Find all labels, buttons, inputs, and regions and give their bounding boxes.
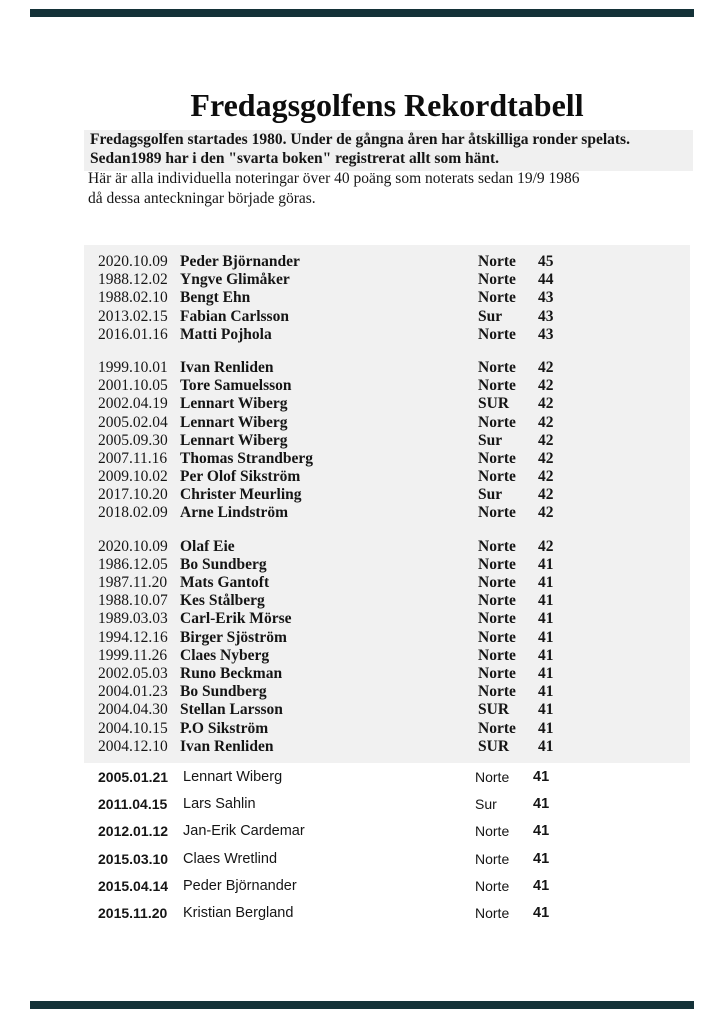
intro-line: Här är alla individuella noteringar över 40 poäng som noterats sedan 19/9 1986	[88, 170, 580, 187]
records-panel	[84, 245, 690, 763]
record-course: Norte	[478, 574, 516, 591]
record-row	[84, 873, 690, 900]
record-course: Norte	[475, 904, 510, 921]
record-row	[84, 738, 690, 756]
record-date: 1988.02.10	[98, 289, 168, 307]
record-course: Norte	[478, 253, 516, 270]
record-row	[84, 253, 690, 271]
record-row	[84, 665, 690, 683]
record-course: Norte	[478, 289, 516, 307]
record-name: Lars Sahlin	[183, 796, 256, 813]
intro-highlighted-block	[84, 130, 693, 171]
record-score: 41	[538, 592, 554, 610]
record-row	[84, 556, 690, 574]
record-name: Bengt Ehn	[180, 289, 251, 307]
record-row	[84, 450, 690, 468]
record-score: 42	[538, 358, 554, 376]
page-title: Fredagsgolfens Rekordtabell	[190, 87, 584, 123]
record-row	[84, 326, 690, 344]
record-score: 42	[538, 431, 554, 449]
record-date: 1987.11.20	[98, 574, 168, 591]
intro-line: Sedan1989 har i den "svarta boken" registrerat allt som hänt.	[90, 149, 500, 167]
record-score: 41	[538, 628, 554, 646]
record-date: 2012.01.12	[98, 823, 169, 840]
record-course: Norte	[478, 413, 516, 431]
record-name: Jan-Erik Cardemar	[183, 823, 305, 840]
record-course: Norte	[475, 823, 510, 840]
record-name: Peder Björnander	[183, 877, 297, 894]
record-course: Norte	[478, 377, 516, 395]
record-score: 42	[538, 537, 554, 555]
record-name: Ivan Renliden	[180, 737, 274, 755]
record-row	[84, 683, 690, 701]
record-name: Runo Beckman	[180, 664, 283, 682]
record-name: Carl-Erik Mörse	[180, 610, 292, 628]
record-score: 41	[533, 904, 550, 921]
record-date: 2018.02.09	[98, 504, 168, 522]
record-course: Sur	[475, 796, 497, 813]
record-course: Norte	[478, 664, 516, 682]
record-date: 2004.10.15	[98, 719, 168, 737]
record-row	[84, 610, 690, 628]
record-course: Sur	[478, 431, 503, 449]
record-row	[84, 791, 690, 818]
record-score: 43	[538, 289, 554, 307]
record-score: 41	[538, 574, 554, 591]
record-course: Norte	[475, 877, 510, 894]
record-row	[84, 629, 690, 647]
record-score: 41	[538, 683, 554, 701]
record-course: Norte	[478, 504, 516, 522]
record-date: 1986.12.05	[98, 555, 168, 573]
record-row	[84, 359, 690, 377]
record-name: Fabian Carlsson	[180, 307, 289, 325]
record-row	[84, 468, 690, 486]
record-name: Birger Sjöström	[180, 628, 287, 646]
record-date: 2015.11.20	[98, 904, 168, 921]
record-score: 42	[538, 449, 554, 467]
record-score: 41	[538, 701, 554, 719]
record-score: 41	[533, 850, 550, 867]
record-row	[84, 308, 690, 326]
record-score: 41	[538, 664, 554, 682]
record-score: 41	[538, 737, 554, 755]
record-date: 2009.10.02	[98, 468, 168, 486]
record-date: 2005.09.30	[98, 431, 168, 449]
record-date: 2005.02.04	[98, 413, 168, 431]
record-date: 2004.12.10	[98, 737, 168, 755]
record-score: 41	[538, 646, 554, 664]
record-name: Matti Pojhola	[180, 325, 272, 343]
record-row	[84, 414, 690, 432]
record-score: 41	[538, 610, 554, 628]
record-course: Norte	[478, 325, 516, 343]
record-score: 43	[538, 325, 554, 343]
record-course: Norte	[475, 850, 510, 867]
record-row	[84, 701, 690, 719]
record-course: Norte	[478, 449, 516, 467]
record-row	[84, 764, 690, 791]
record-score: 41	[533, 769, 550, 785]
record-row	[84, 592, 690, 610]
record-date: 2001.10.05	[98, 377, 168, 395]
record-name: Christer Meurling	[180, 486, 302, 504]
record-date: 2004.01.23	[98, 683, 168, 701]
record-date: 2002.05.03	[98, 664, 168, 682]
record-score: 41	[533, 877, 550, 894]
record-name: Lennart Wiberg	[180, 431, 288, 449]
record-score: 42	[538, 504, 554, 522]
record-name: Bo Sundberg	[180, 555, 267, 573]
record-name: Tore Samuelsson	[180, 377, 292, 395]
intro-line: Fredagsgolfen startades 1980. Under de gångna åren har åtskilliga ronder spelats.	[90, 131, 630, 148]
record-score: 42	[538, 395, 554, 413]
record-course: SUR	[478, 737, 510, 755]
record-name: Lennart Wiberg	[180, 395, 288, 413]
record-course: Norte	[478, 358, 516, 376]
record-course: Norte	[478, 555, 516, 573]
record-date: 2011.04.15	[98, 796, 168, 813]
record-row	[84, 818, 690, 845]
record-name: Thomas Strandberg	[180, 449, 314, 467]
record-course: Norte	[478, 271, 516, 289]
record-score: 44	[538, 271, 554, 289]
record-name: Claes Wretlind	[183, 850, 278, 867]
record-score: 43	[538, 307, 554, 325]
record-score: 41	[538, 719, 554, 737]
record-score: 42	[538, 377, 554, 395]
record-name: Per Olof Sikström	[180, 468, 301, 486]
record-course: Norte	[475, 769, 510, 785]
record-date: 2007.11.16	[98, 449, 168, 467]
record-date: 2020.10.09	[98, 537, 168, 555]
record-course: Sur	[478, 486, 503, 504]
record-group	[84, 538, 690, 756]
record-row	[84, 846, 690, 873]
record-row	[84, 432, 690, 450]
record-course: SUR	[478, 701, 510, 719]
record-row	[84, 271, 690, 289]
record-date: 1989.03.03	[98, 610, 168, 628]
record-course: Norte	[478, 683, 516, 701]
intro-line: då dessa anteckningar började göras.	[88, 190, 316, 207]
record-row	[84, 486, 690, 504]
record-score: 41	[533, 796, 550, 813]
record-name: P.O Sikström	[180, 719, 269, 737]
record-name: Bo Sundberg	[180, 683, 267, 701]
record-date: 2005.01.21	[98, 769, 169, 785]
record-course: Norte	[478, 610, 516, 628]
record-score: 45	[538, 253, 554, 270]
record-row	[84, 900, 690, 927]
record-name: Yngve Glimåker	[180, 271, 290, 289]
record-course: Norte	[478, 592, 516, 610]
record-score: 41	[533, 823, 550, 840]
record-row	[84, 538, 690, 556]
record-name: Arne Lindström	[180, 504, 289, 522]
record-course: Norte	[478, 468, 516, 486]
record-score: 42	[538, 486, 554, 504]
record-name: Lennart Wiberg	[180, 413, 288, 431]
record-score: 41	[538, 555, 554, 573]
record-name: Mats Gantoft	[180, 574, 270, 591]
record-date: 1994.12.16	[98, 628, 168, 646]
record-date: 2015.03.10	[98, 850, 169, 867]
record-date: 2002.04.19	[98, 395, 168, 413]
record-course: Norte	[478, 646, 516, 664]
record-name: Peder Björnander	[180, 253, 300, 270]
record-name: Ivan Renliden	[180, 358, 274, 376]
record-course: SUR	[478, 395, 510, 413]
record-course: Norte	[478, 537, 516, 555]
record-group	[84, 253, 690, 344]
record-date: 2020.10.09	[98, 253, 168, 270]
record-row	[84, 720, 690, 738]
record-date: 2013.02.15	[98, 307, 168, 325]
additional-records-section	[84, 764, 690, 927]
top-horizontal-rule	[30, 9, 694, 17]
record-course: Norte	[478, 719, 516, 737]
record-score: 42	[538, 468, 554, 486]
record-date: 2016.01.16	[98, 325, 168, 343]
record-date: 1988.10.07	[98, 592, 168, 610]
record-row	[84, 647, 690, 665]
record-group	[84, 359, 690, 523]
record-name: Claes Nyberg	[180, 646, 270, 664]
record-date: 1999.11.26	[98, 646, 168, 664]
record-date: 2017.10.20	[98, 486, 168, 504]
record-date: 2004.04.30	[98, 701, 168, 719]
record-row	[84, 377, 690, 395]
record-name: Kes Stålberg	[180, 592, 265, 610]
record-name: Stellan Larsson	[180, 701, 283, 719]
record-row	[84, 574, 690, 592]
record-date: 1988.12.02	[98, 271, 168, 289]
record-row	[84, 395, 690, 413]
record-score: 42	[538, 413, 554, 431]
record-name: Lennart Wiberg	[183, 769, 283, 785]
intro-plain-block	[88, 169, 688, 209]
record-row	[84, 504, 690, 522]
record-date: 1999.10.01	[98, 358, 168, 376]
record-date: 2015.04.14	[98, 877, 169, 894]
record-name: Kristian Bergland	[183, 904, 294, 921]
record-row	[84, 289, 690, 307]
record-name: Olaf Eie	[180, 537, 235, 555]
record-course: Sur	[478, 307, 503, 325]
bottom-horizontal-rule	[30, 1001, 694, 1009]
record-course: Norte	[478, 628, 516, 646]
